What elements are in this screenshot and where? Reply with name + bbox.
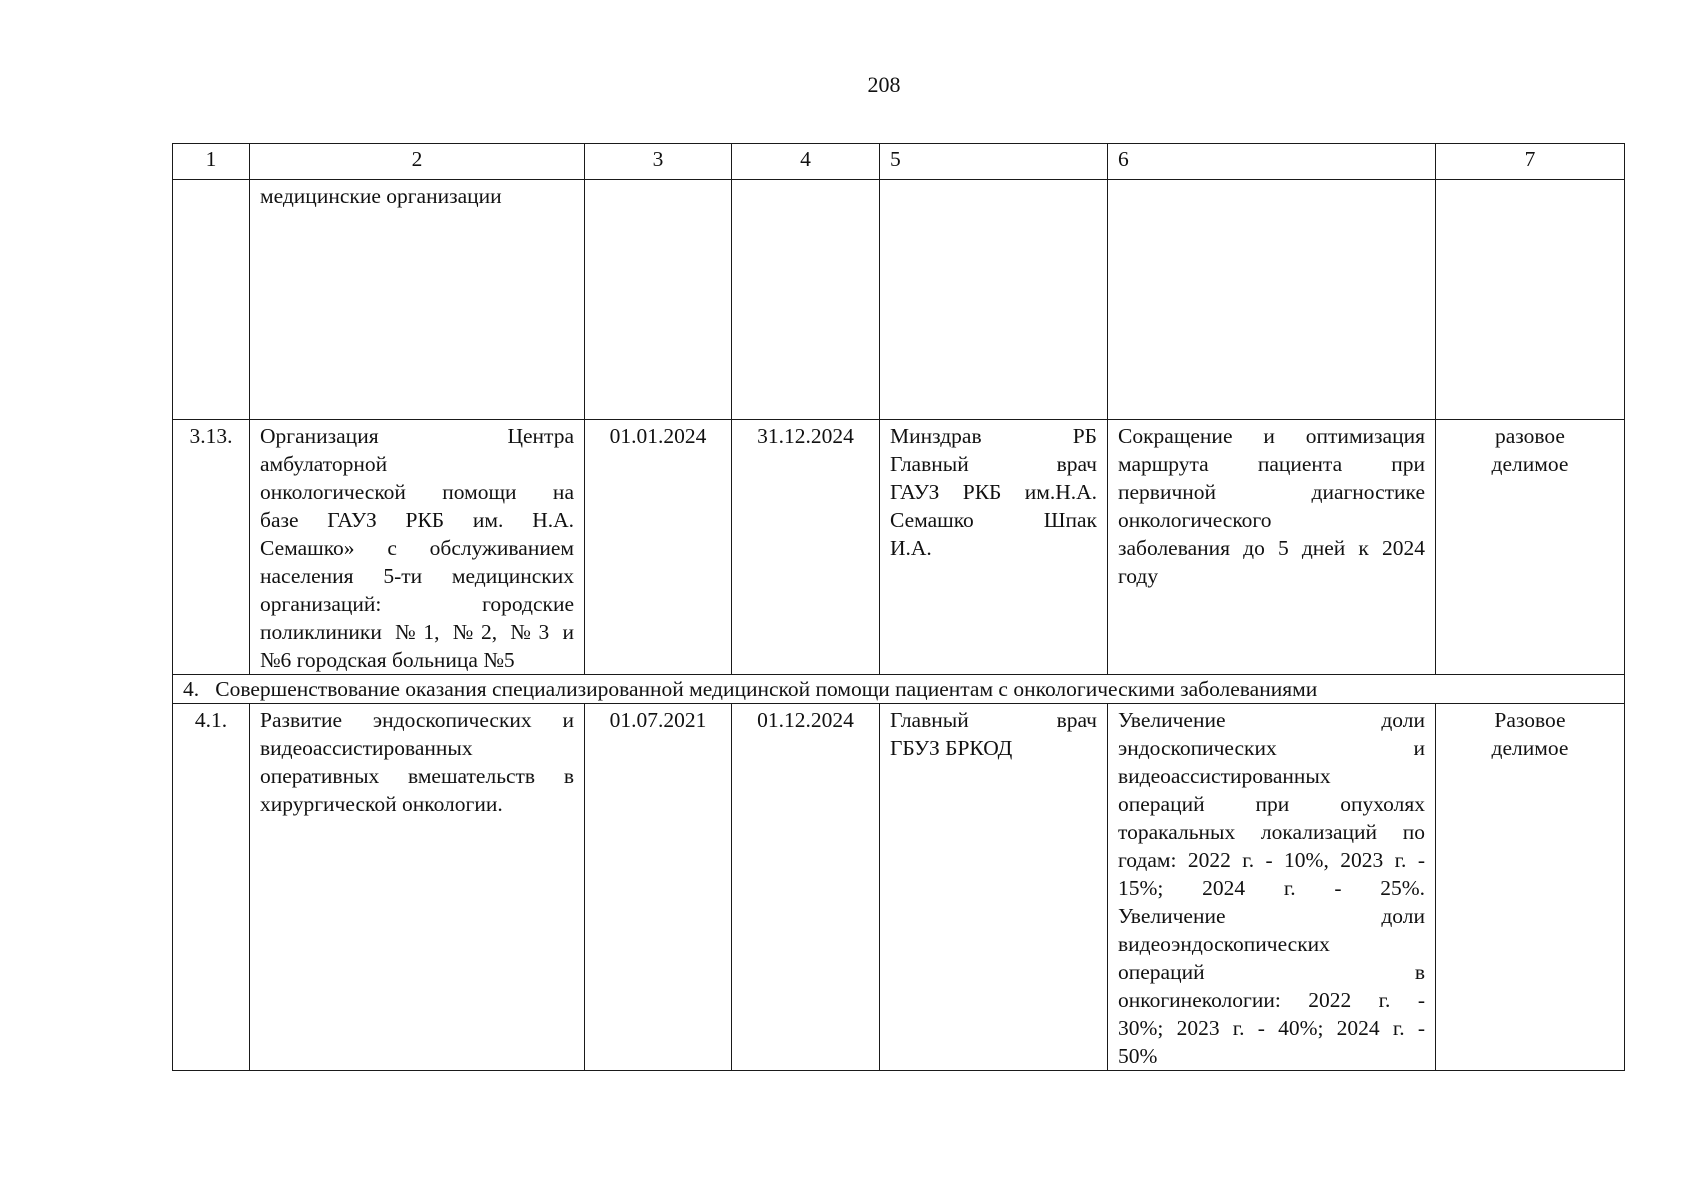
result-line: годам: 2022 г. - 10%, 2023 г. - bbox=[1118, 848, 1425, 872]
cell-result bbox=[1108, 180, 1436, 420]
measure-line: амбулаторной bbox=[260, 452, 388, 476]
cell-measure bbox=[250, 704, 585, 1071]
measures-table bbox=[172, 143, 1625, 1071]
result-line: 15%; 2024 г. - 25%. bbox=[1118, 876, 1425, 900]
cell-measure: медицинские организации bbox=[250, 180, 585, 420]
cell-measure bbox=[250, 420, 585, 675]
header-cell-4: 4 bbox=[732, 144, 880, 180]
responsible-line: ГБУЗ БРКОД bbox=[890, 736, 1013, 760]
cell-responsible bbox=[880, 704, 1108, 1071]
measure-line: населения 5-ти медицинских bbox=[260, 564, 574, 588]
responsible-line: Минздрав РБ bbox=[890, 424, 1097, 448]
result-line: 50% bbox=[1118, 1044, 1158, 1068]
cell-type bbox=[1436, 704, 1625, 1071]
table-row-4-1 bbox=[173, 704, 1625, 1071]
responsible-line: И.А. bbox=[890, 536, 932, 560]
measure-line: Семашко» с обслуживанием bbox=[260, 536, 574, 560]
type-line: делимое bbox=[1491, 736, 1569, 760]
table-row-3-13 bbox=[173, 420, 1625, 675]
cell-number: 3.13. bbox=[173, 420, 250, 675]
measure-line: поликлиники №1, №2, №3 и bbox=[260, 620, 574, 644]
cell-start-date: 01.07.2021 bbox=[585, 704, 732, 1071]
result-line: онкологического bbox=[1118, 508, 1272, 532]
table-row-continuation bbox=[173, 180, 1625, 420]
cell-responsible bbox=[880, 420, 1108, 675]
measure-line: организаций: городские bbox=[260, 592, 574, 616]
result-line: Увеличение доли bbox=[1118, 708, 1425, 732]
result-line: эндоскопических и bbox=[1118, 736, 1425, 760]
header-cell-5: 5 bbox=[880, 144, 1108, 180]
responsible-line: Главный врач bbox=[890, 708, 1097, 732]
cell-responsible bbox=[880, 180, 1108, 420]
result-line: 30%; 2023 г. - 40%; 2024 г. - bbox=[1118, 1016, 1425, 1040]
cell-end-date bbox=[732, 180, 880, 420]
result-line: торакальных локализаций по bbox=[1118, 820, 1425, 844]
cell-end-date: 31.12.2024 bbox=[732, 420, 880, 675]
cell-number: 4.1. bbox=[173, 704, 250, 1071]
cell-number bbox=[173, 180, 250, 420]
measure-line: №6 городская больница №5 bbox=[260, 648, 515, 672]
measure-line: видеоассистированных bbox=[260, 736, 473, 760]
result-line: онкогинекологии: 2022 г. - bbox=[1118, 988, 1425, 1012]
result-line: Увеличение доли bbox=[1118, 904, 1425, 928]
responsible-line: Главный врач bbox=[890, 452, 1097, 476]
header-cell-6: 6 bbox=[1108, 144, 1436, 180]
table-header-row bbox=[173, 144, 1625, 180]
measure-line: онкологической помощи на bbox=[260, 480, 574, 504]
header-cell-2: 2 bbox=[250, 144, 585, 180]
section-heading: 4. Совершенствование оказания специализированной медицинской помощи пациентам с онкологическими заболеваниями bbox=[173, 675, 1625, 704]
page-number: 208 bbox=[867, 72, 901, 97]
cell-result bbox=[1108, 420, 1436, 675]
measure-line: Развитие эндоскопических и bbox=[260, 708, 574, 732]
cell-start-date bbox=[585, 180, 732, 420]
result-line: году bbox=[1118, 564, 1159, 588]
header-cell-3: 3 bbox=[585, 144, 732, 180]
cell-type bbox=[1436, 180, 1625, 420]
measure-line: хирургической онкологии. bbox=[260, 792, 503, 816]
cell-type bbox=[1436, 420, 1625, 675]
measure-line: оперативных вмешательств в bbox=[260, 764, 574, 788]
cell-result bbox=[1108, 704, 1436, 1071]
cell-start-date: 01.01.2024 bbox=[585, 420, 732, 675]
result-line: операций при опухолях bbox=[1118, 792, 1425, 816]
result-line: видеоассистированных bbox=[1118, 764, 1331, 788]
type-line: разовое bbox=[1495, 424, 1565, 448]
result-line: заболевания до 5 дней к 2024 bbox=[1118, 536, 1425, 560]
measure-line: Организация Центра bbox=[260, 424, 574, 448]
header-cell-1: 1 bbox=[173, 144, 250, 180]
type-line: делимое bbox=[1491, 452, 1569, 476]
type-line: Разовое bbox=[1494, 708, 1566, 732]
result-line: операций в bbox=[1118, 960, 1425, 984]
measure-line: базе ГАУЗ РКБ им. Н.А. bbox=[260, 508, 574, 532]
result-line: Сокращение и оптимизация bbox=[1118, 424, 1425, 448]
header-cell-7: 7 bbox=[1436, 144, 1625, 180]
responsible-line: Семашко Шпак bbox=[890, 508, 1097, 532]
responsible-line: ГАУЗ РКБ им.Н.А. bbox=[890, 480, 1097, 504]
table-row-section-4 bbox=[173, 675, 1625, 704]
result-line: первичной диагностике bbox=[1118, 480, 1425, 504]
result-line: видеоэндоскопических bbox=[1118, 932, 1330, 956]
cell-end-date: 01.12.2024 bbox=[732, 704, 880, 1071]
result-line: маршрута пациента при bbox=[1118, 452, 1425, 476]
